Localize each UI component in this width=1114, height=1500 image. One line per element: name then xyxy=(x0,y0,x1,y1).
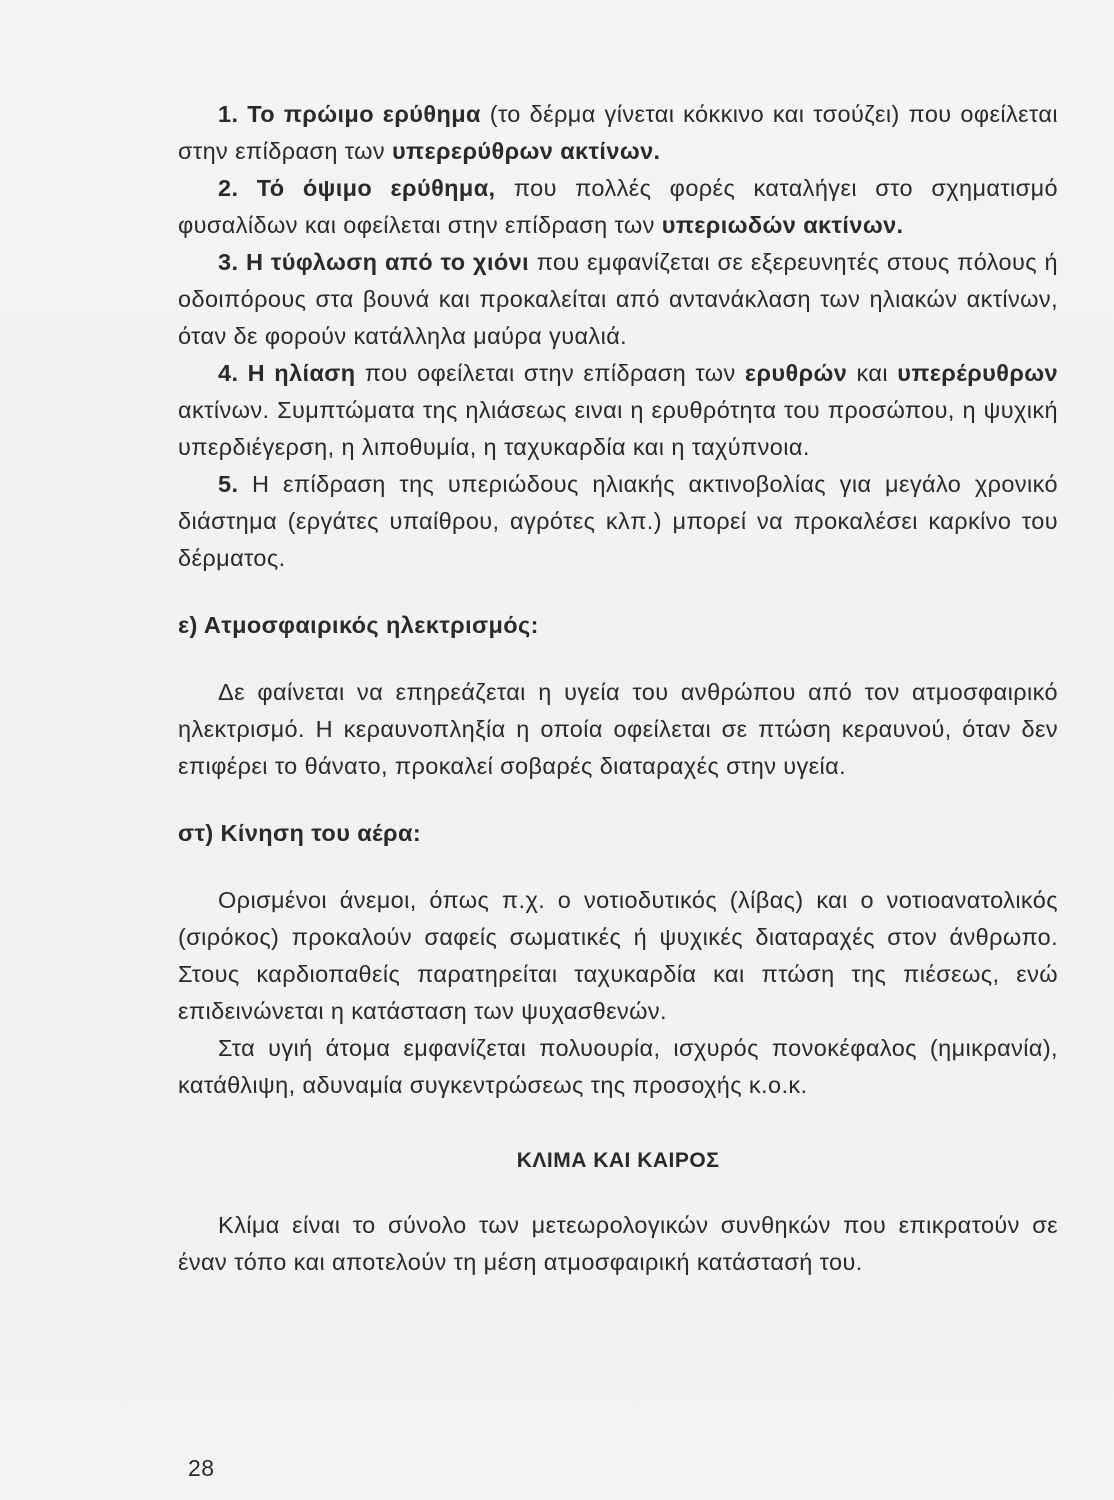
section-e-heading: ε) Ατμοσφαιρικός ηλεκτρισμός: xyxy=(178,612,539,638)
item-2-text: που πολλές φορές καταλήγει στο σχηματισμό φυσαλίδων και οφείλεται στην επίδραση των xyxy=(178,175,1058,238)
item-1-emphasis: υπερερύθρων ακτίνων. xyxy=(391,138,661,164)
page-content xyxy=(178,96,1058,1281)
list-item-3 xyxy=(178,244,1058,355)
item-5-text: Η επίδραση της υπεριώδους ηλιακής ακτινοβολίας για μεγάλο χρονικό διάστημα (εργάτες υπαίθρου, αγρότες κλπ.) μπορεί να προκαλέσει καρκίνο του δέρματος. xyxy=(178,471,1058,571)
climate-title: ΚΛΙΜΑ ΚΑΙ ΚΑΙΡΟΣ xyxy=(516,1149,720,1172)
list-item-2 xyxy=(178,170,1058,244)
section-e-paragraph: Δε φαίνεται να επηρεάζεται η υγεία του ανθρώπου από τον ατμοσφαιρικό ηλεκτρισμό. Η κεραυνοπληξία η οποία οφείλεται σε πτώση κεραυνού, όταν δεν επιφέρει το θάνατο, προκαλεί σοβαρές διαταραχές στην υγεία. xyxy=(178,679,1058,779)
item-4-term: Η ηλίαση xyxy=(247,360,356,386)
item-2-number: 2. xyxy=(218,175,239,201)
item-3-term: Η τύφλωση από το χιόνι xyxy=(245,249,530,275)
climate-paragraph: Κλίμα είναι το σύνολο των μετεωρολογικών συνθηκών που επικρατούν σε έναν τόπο και αποτελούν τη μέση ατμοσφαιρική κατάστασή του. xyxy=(178,1212,1058,1275)
item-4-text-a: που οφείλεται στην επίδραση των xyxy=(355,360,745,386)
item-1-term: Το πρώιμο ερύθημα xyxy=(247,101,481,127)
item-2-term: Τό όψιμο ερύθημα, xyxy=(256,175,496,201)
item-5-number: 5. xyxy=(218,471,239,497)
item-4-text-b: και xyxy=(847,360,898,386)
item-3-text: που εμφανίζεται σε εξερευνητές στους πόλους ή οδοιπόρους στα βουνά και προκαλείται από αντανάκλαση των ηλιακών ακτίνων, όταν δε φορούν κατάλληλα μαύρα γυαλιά. xyxy=(178,249,1058,349)
list-item-1 xyxy=(178,96,1058,170)
item-4-text-c: ακτίνων. Συμπτώματα της ηλιάσεως ειναι η ερυθρότητα του προσώπου, η ψυχική υπερδιέγερση, η λιποθυμία, η ταχυκαρδία και η ταχύπνοια. xyxy=(178,397,1058,460)
item-4-emphasis-infrared: υπερέρυθρων xyxy=(897,360,1058,386)
section-st-paragraph-2: Στα υγιή άτομα εμφανίζεται πολυουρία, ισχυρός πονοκέφαλος (ημικρανία), κατάθλιψη, αδυναμία συγκεντρώσεως της προσοχής κ.ο.κ. xyxy=(178,1035,1058,1098)
section-st-paragraph-1: Ορισμένοι άνεμοι, όπως π.χ. ο νοτιοδυτικός (λίβας) και ο νοτιοανατολικός (σιρόκος) προκαλούν σαφείς σωματικές ή ψυχικές διαταραχές στον άνθρωπο. Στους καρδιοπαθείς παρατηρείται ταχυκαρδία και πτώση της πιέσεως, ενώ επιδεινώνεται η κατάσταση των ψυχασθενών. xyxy=(178,887,1058,1024)
item-1-number: 1. xyxy=(218,101,239,127)
item-2-emphasis: υπεριωδών ακτίνων. xyxy=(661,212,904,238)
item-1-text: (το δέρμα γίνεται κόκκινο και τσούζει) που οφείλεται στην επίδραση των xyxy=(178,101,1059,164)
item-3-number: 3. xyxy=(218,249,239,275)
section-st-heading: στ) Κίνηση του αέρα: xyxy=(178,820,422,846)
item-4-emphasis-red: ερυθρών xyxy=(744,360,848,386)
list-item-5 xyxy=(178,466,1058,577)
list-item-4 xyxy=(178,355,1058,466)
item-4-number: 4. xyxy=(218,360,239,386)
page-number: 28 xyxy=(188,1455,215,1481)
